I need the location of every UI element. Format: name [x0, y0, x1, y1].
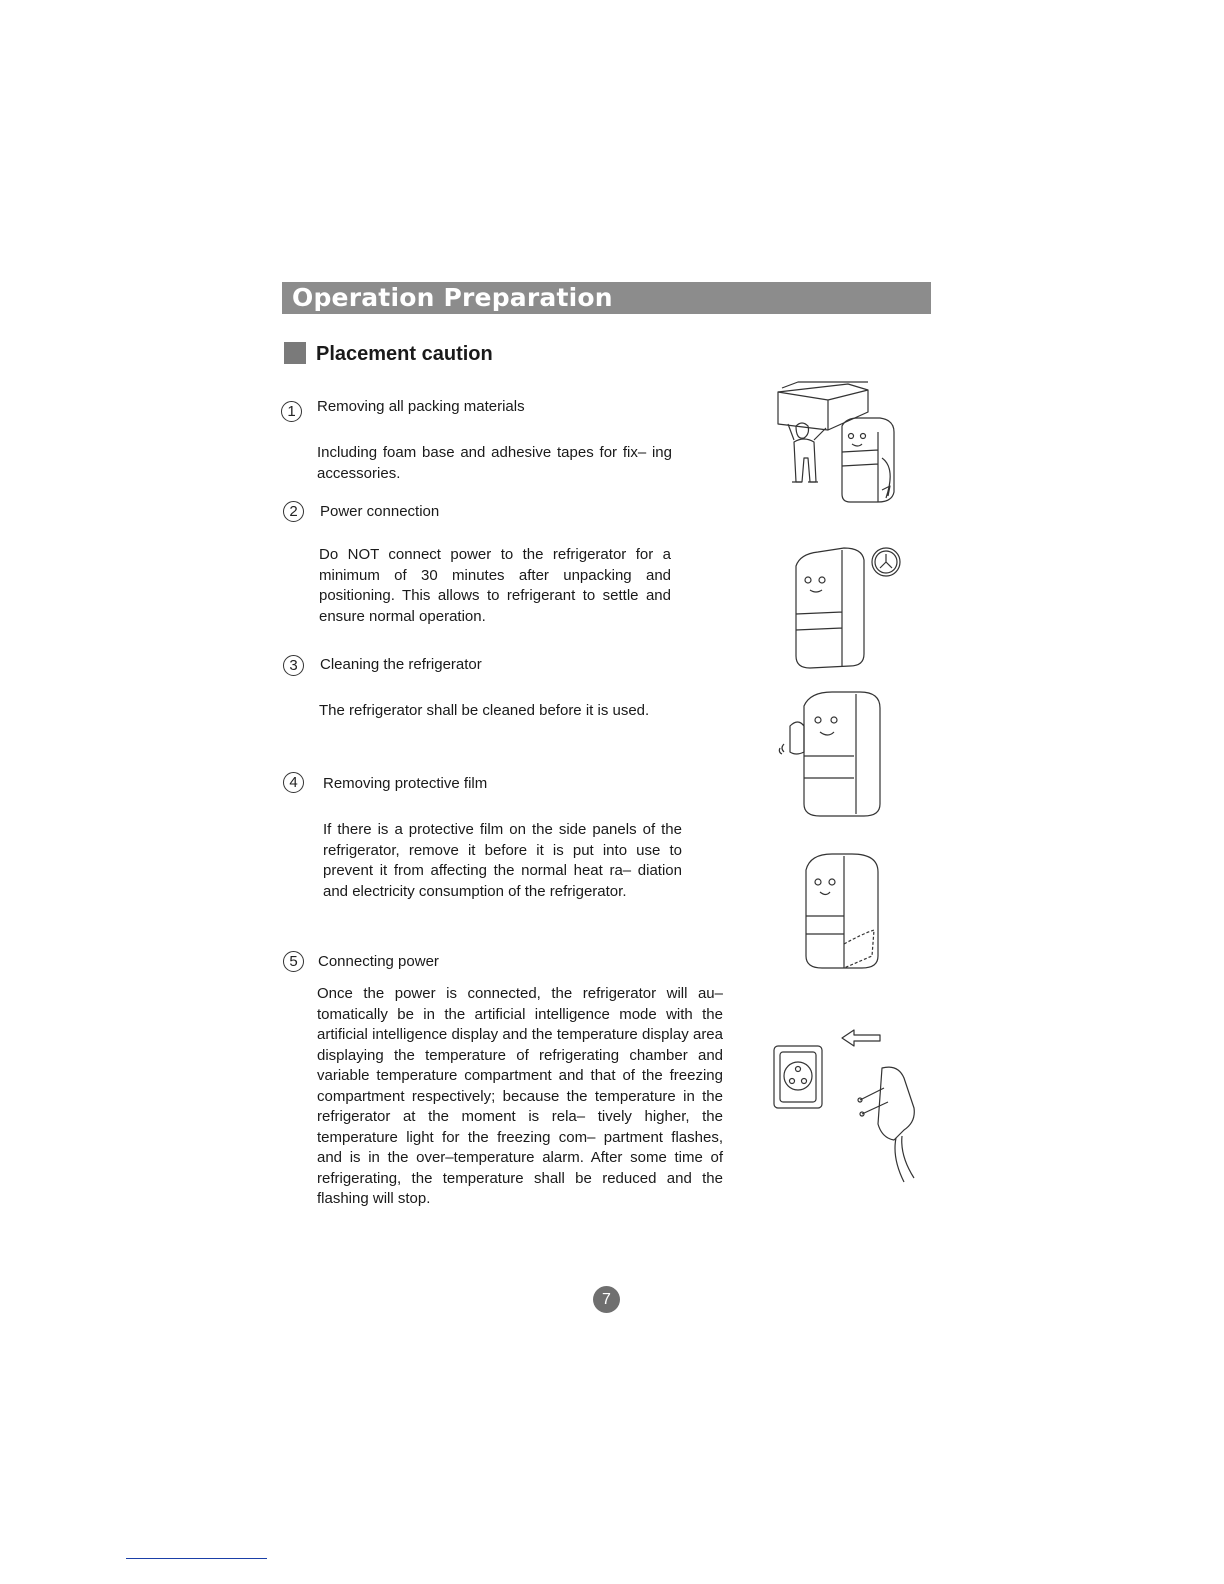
wait-clock-illustration — [790, 542, 908, 672]
page-title: Operation Preparation — [292, 283, 613, 312]
step-3-number: 3 — [283, 655, 304, 676]
section-banner — [282, 282, 931, 314]
cleaning-illustration — [778, 686, 886, 818]
person-figure — [796, 423, 809, 438]
wall-socket-icon — [774, 1046, 822, 1108]
step-2-number: 2 — [283, 501, 304, 522]
fridge-outline — [796, 548, 864, 668]
section-title: Placement caution — [316, 343, 493, 365]
fridge-outline — [804, 692, 880, 816]
cloth-icon — [790, 722, 804, 754]
step-3-body: The refrigerator shall be cleaned before it is used. — [319, 702, 650, 719]
step-1-number: 1 — [281, 401, 302, 422]
step-2-body: Do NOT connect power to the refrigerator for a minimum of 30 minutes after unpacking and positioning. This allows to refrigerant to settle and ensure normal operation. — [319, 546, 671, 625]
step-4-number: 4 — [283, 772, 304, 793]
box-outline — [778, 384, 868, 430]
step-4-title: Removing protective film — [323, 775, 488, 792]
step-5-title: Connecting power — [318, 953, 439, 970]
footer-rule — [126, 1558, 267, 1559]
section-marker-icon — [284, 342, 306, 364]
arrow-left-icon — [842, 1030, 880, 1046]
step-1-body: Including foam base and adhesive tapes for fix– ing accessories. — [317, 444, 672, 482]
fridge-outline — [842, 418, 894, 502]
step-1-title: Removing all packing materials — [317, 398, 525, 415]
page-number-badge: 7 — [593, 1286, 620, 1313]
film-peel-icon — [844, 930, 874, 968]
step-5-body: Once the power is connected, the refrigerator will au– tomatically be in the artificial intelligence mode with the artificial intelligence display and the temperature display area displaying the temperature of refrigerating chamber and variable temperature compartment and that of the freezing compartment respectively; because the temperature in the refrigerator at the moment is rela– tively higher, the temperature light for the freezing com– partment flashes, and is in the over–temperature alarm. After some time of refrigerating, the temperature shall be reduced and the flashing will stop. — [317, 985, 723, 1207]
step-2-title: Power connection — [320, 503, 440, 520]
fridge-outline — [806, 854, 878, 968]
step-5-number: 5 — [283, 951, 304, 972]
unpacking-illustration — [770, 378, 910, 513]
step-4-body: If there is a protective film on the side panels of the refrigerator, remove it before it is put into use to prevent it from affecting the normal heat ra– diation and electricity consumption of the refrigerator. — [323, 821, 682, 900]
plug-socket-illustration — [772, 1026, 922, 1186]
protective-film-illustration — [802, 848, 882, 970]
step-3-title: Cleaning the refrigerator — [320, 656, 482, 673]
